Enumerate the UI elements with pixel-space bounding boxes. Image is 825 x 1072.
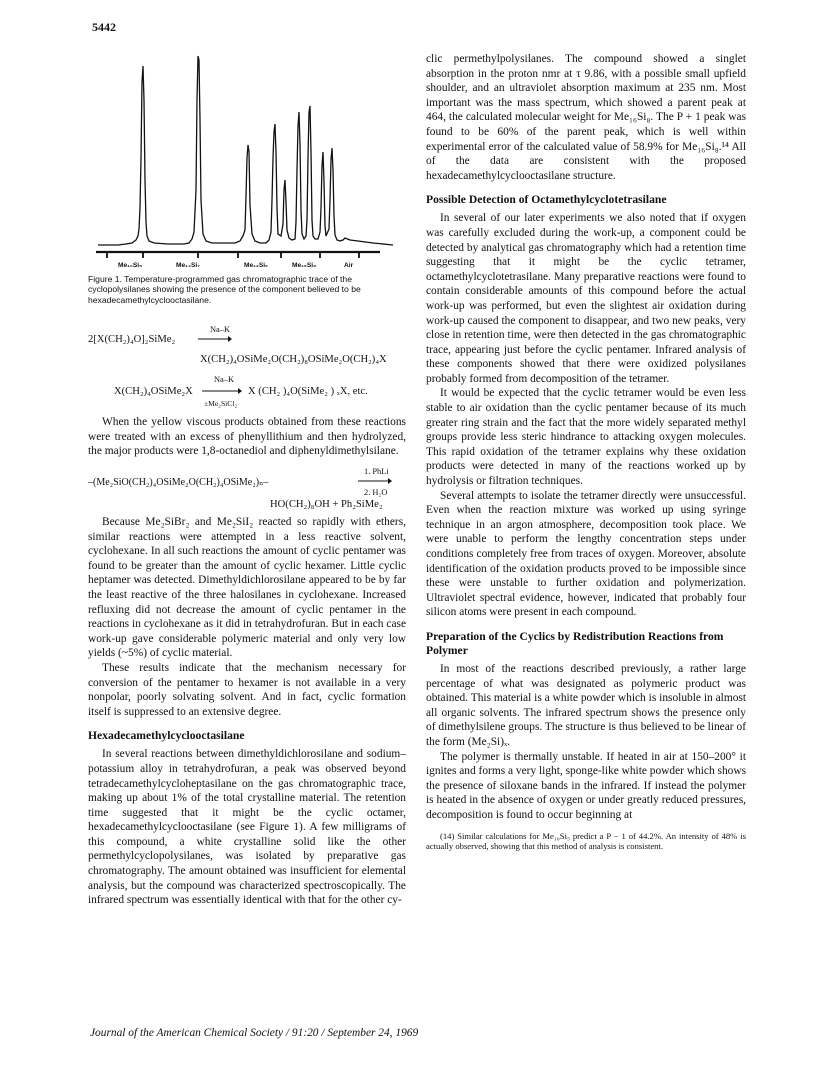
paragraph: These results indicate that the mechanism necessary for conversion of the pentamer to hexamer is not available in a very nonpolar, poorly solvating solvent. And in fact, cyclic formation itself is suppressed to an extensive degree. (88, 661, 406, 718)
left-column (88, 40, 406, 908)
section-heading: Hexadecamethylcyclooctasilane (88, 729, 245, 743)
journal-footer: Journal of the American Chemical Society / 91:20 / September 24, 1969 (90, 1027, 419, 1039)
figure-caption: Figure 1. Temperature-programmed gas chromatographic trace of the cyclopolysilanes showing the presence of the component believed to be hexadecamethylcyclooctasilane. (88, 274, 361, 305)
equation-3-product: HO(CH₂)₈OH + Ph₂SiMe₂ (270, 499, 383, 510)
equation-3-reactant: –(Me₂SiO(CH₂)₄OSiMe₂O(CH₂)₄OSiMe₂)ₙ– (88, 477, 269, 488)
trace-label-1: Me₁₀Si₅ (118, 262, 143, 269)
section-heading: Possible Detection of Octamethylcyclotetrasilane (426, 193, 667, 207)
trace-label-5: Air (344, 262, 354, 269)
section-heading: Preparation of the Cyclics by Redistribution Reactions from Polymer (426, 629, 724, 657)
equation-2-product: X (CH₂ )₄O(SiMe₂ ) ₓX, etc. (248, 386, 368, 398)
equation-1-reagent: Na–K (210, 325, 231, 335)
paragraph: clic permethylpolysilanes. The compound showed a singlet absorption in the proton nmr at τ 9.86, with a possible small upfield shoulder, and an ultraviolet absorption maximum at 235 nm. Most important was the mass spectrum, which showed a parent peak at 464, the calculated molecular weight for Me₁₆Si₈. The P + 1 peak was found to be 60% of the parent peak, which is well within experimental error of the calculated value of 58.9% for Me₁₆Si₈.¹⁴ All of the data are consistent with the proposed hexadecamethylcyclooctasilane structure. (426, 53, 746, 182)
chromatogram-trace (88, 40, 406, 270)
equation-1 (88, 323, 406, 351)
equation-2-reactant: X(CH₂)₄OSiMe₂X (114, 386, 193, 398)
paragraph: It would be expected that the cyclic tetramer would be even less stable to air oxidation than the cyclic pentamer because of its much greater ring strain and the fact that the more widely separated methyl groups provide less steric hindrance to attacking oxygen molecules. This rapid oxidation of the tetramer explains why these oxidation products were detected in many of the reactions worked up by hydrolysis or filtration techniques. (426, 387, 746, 488)
equation-1-product: X(CH₂)₄OSiMe₂O(CH₂)₈OSiMe₂O(CH₂)₄X (200, 354, 387, 366)
footnote: (14) Similar calculations for Me₁₀Si₅ predict a P − 1 of 44.2%. An intensity of 48% is actually observed, showing that this method of analysis is consistent. (426, 830, 746, 851)
arrow-icon (198, 335, 232, 343)
equation-2-coreagent: ±Me₂SiCl₂ (204, 399, 238, 409)
equation-1-product-line (88, 351, 406, 373)
equation-3 (88, 465, 406, 511)
right-column (426, 52, 746, 851)
paragraph: In most of the reactions described previously, a rather large percentage of what was designated as polymeric product was obtained. This material is a white powder which is insoluble in almost all organic solvents. The infrared spectrum shows the presence only of dimethylsilene groups. The structure is thus believed to be linear of the form (Me₂Si)ₓ. (426, 662, 746, 748)
figure-1 (88, 40, 406, 270)
equation-3-step-2: 2. H₂O (364, 488, 388, 497)
paragraph: When the yellow viscous products obtained from these reactions were treated with an excess of phenyllithium and then hydrolyzed, the major products were 1,8-octanediol and diphenyldimethylsilane. (88, 416, 406, 458)
trace-label-4: Me₁₆Si₈ (292, 262, 317, 269)
paragraph: In several reactions between dimethyldichlorosilane and sodium–potassium alloy in tetrahydrofuran, a peak was observed beyond tetradecamethylcycloheptasilane on the gas chromatographic trace, making up about 1% of the total crystalline material. The retention time suggested that it might be the cyclic octamer, hexadecamethylcyclooctasilane (see Figure 1). A few milligrams of this compound, a white crystalline solid like the other permethylcyclopolysilanes, was isolated by preparative gas chromatography. The amount obtained was insufficient for elemental analysis, but the compound was characterized spectroscopically. The infrared spectrum was essentially identical with that for the other cy- (88, 748, 406, 907)
equation-1-reactant: 2[X(CH₂)₄O]₂SiMe₂ (88, 334, 176, 346)
arrow-icon (202, 387, 242, 395)
paragraph: Because Me₂SiBr₂ and Me₂SiI₂ reacted so rapidly with ethers, similar reactions were attempted in a less reactive solvent, cyclohexane. In all such reactions the amount of cyclic pentamer was found to be greater than the amount of cyclic hexamer. Little cyclic heptamer was detected. Dimethyldichlorosilane appeared to be by far the least reactive of the three halosilanes in cyclohexane. Increased refluxing did not decrease the amount of cyclic pentamer in the reactions in cyclohexane as it did in tetrahydrofuran. But in each case work-up gave considerable polymeric material and only very low yields (~5%) of cyclic material. (88, 516, 406, 660)
arrow-icon (358, 477, 392, 485)
paragraph: Several attempts to isolate the tetramer directly were unsuccessful. Even when the reaction mixture was worked up using syringe technique in an argon atmosphere, decomposition took place. We were unable to perform the lengthy concentration steps under conditions completely free from traces of oxygen. Moreover, absolute identification of the oxidation products proved to be impossible since these were unstable to further oxidation and polymerization. Ultraviolet spectral evidence, however, indicated that probably four silicon atoms were present in each compound. (426, 489, 746, 619)
equation-3-step-1: 1. PhLi (364, 467, 389, 476)
page-number: 5442 (92, 20, 116, 34)
trace-label-2: Me₁₄Si₇ (176, 262, 200, 269)
trace-label-3: Me₁₂Si₆ (244, 262, 269, 269)
paragraph: The polymer is thermally unstable. If heated in air at 150–200° it ignites and forms a very light, sponge-like white powder which shows the presence of siloxane bands in the infrared. If instead the polymer is heated in the absence of oxygen or under greatly reduced pressures, decomposition is found to occur beginning at (426, 750, 746, 821)
paragraph: In several of our later experiments we also noted that if oxygen was carefully excluded during the work-up, a component could be detected by analytical gas chromatography which had a retention time suggesting that it might be the cyclic tetramer, octamethylcyclotetrasilane. Many preparative reactions were found to contain considerable amounts of this compound before the actual work-up was performed, but even the slightest air oxidation during work-up caused the component to disappear, and two new peaks, very close in retention time, were then detected in the gas chromatographic trace, appearing just before the cyclic pentamer. Infrared analysis of these components showed that there were oxidized polysilanes probably formed from decomposition of the tetramer. (426, 212, 746, 385)
equation-2-reagent: Na–K (214, 375, 235, 385)
equation-2 (88, 373, 406, 409)
